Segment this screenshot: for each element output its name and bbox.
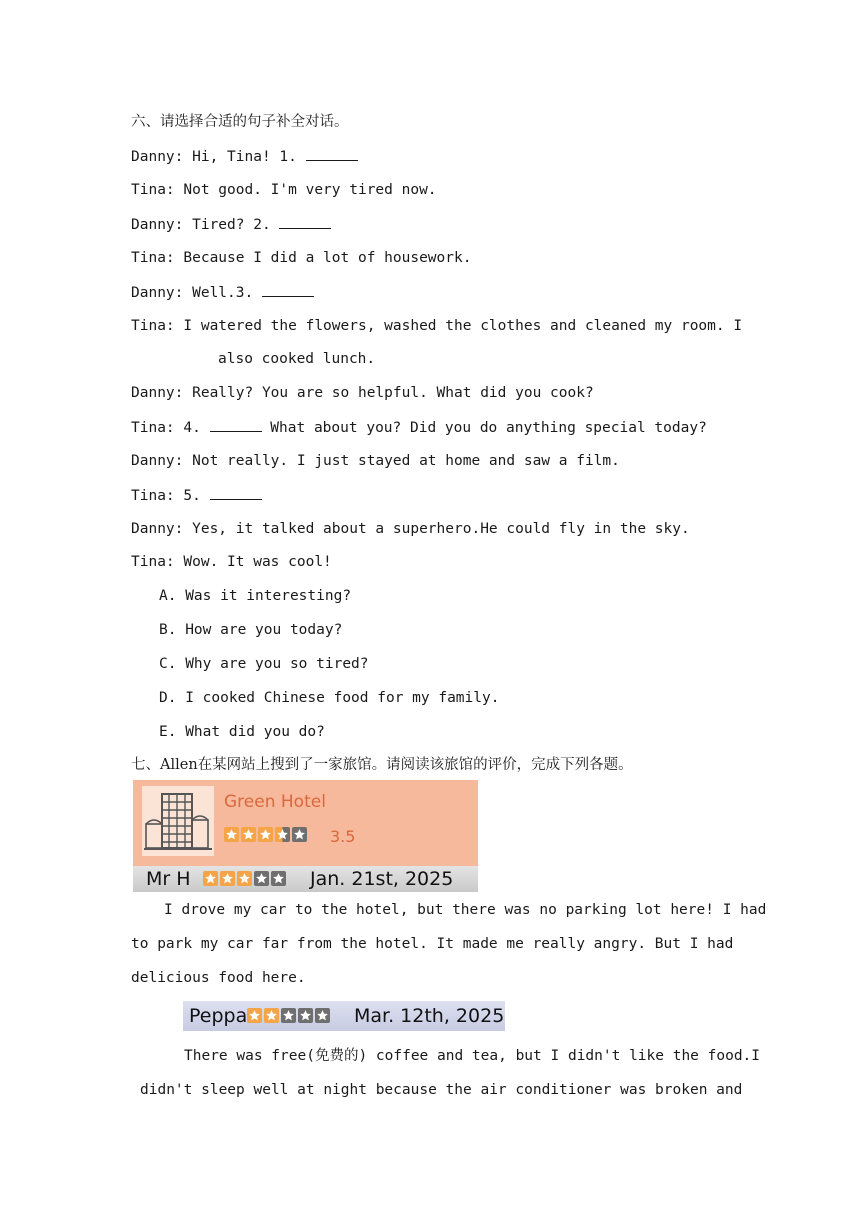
- hotel-score: 3.5: [330, 827, 356, 846]
- dialogue-line: Tina: Because I did a lot of housework.: [131, 250, 472, 266]
- option-b: B. How are you today?: [159, 622, 343, 638]
- option-a: A. Was it interesting?: [159, 588, 352, 604]
- star-icon: [315, 1008, 330, 1023]
- star-icon: [292, 827, 307, 842]
- hotel-card: [133, 780, 478, 892]
- star-icon: [258, 827, 273, 842]
- review-header-peppa: [183, 1001, 505, 1031]
- section-6-heading: 六、请选择合适的句子补全对话。: [131, 114, 349, 130]
- reviewer-name: Mr H: [146, 868, 191, 890]
- option-d: D. I cooked Chinese food for my family.: [159, 690, 500, 706]
- dialogue-line: Tina: 4. What about you? Did you do anything special today?: [131, 417, 707, 438]
- section-7-heading: 七、Allen在某网站上搜到了一家旅馆。请阅读该旅馆的评价，完成下列各题。: [131, 757, 633, 773]
- star-icon: [203, 871, 218, 886]
- review-rating-stars: [203, 871, 288, 887]
- review-2-line-2: didn't sleep well at night because the air conditioner was broken and: [140, 1082, 743, 1098]
- review-2-line-1: There was free(免费的) coffee and tea, but I didn't like the food.I: [184, 1048, 761, 1064]
- reviewer-name: Peppa: [189, 1005, 248, 1027]
- hotel-building-icon: [142, 786, 214, 856]
- star-icon: [264, 1008, 279, 1023]
- dialogue-line: Danny: Yes, it talked about a superhero.He could fly in the sky.: [131, 521, 690, 537]
- review-date: Mar. 12th, 2025: [354, 1005, 505, 1027]
- dialogue-line: Tina: Not good. I'm very tired now.: [131, 182, 437, 198]
- hotel-rating-stars: [224, 827, 309, 843]
- star-icon: [254, 871, 269, 886]
- review-rating-stars: [247, 1008, 332, 1024]
- answer-blank-1[interactable]: [306, 146, 358, 161]
- answer-blank-3[interactable]: [262, 282, 314, 297]
- star-icon: [241, 827, 256, 842]
- dialogue-line: also cooked lunch.: [218, 351, 376, 367]
- star-icon: [281, 1008, 296, 1023]
- hotel-name: Green Hotel: [224, 792, 326, 812]
- star-icon: [224, 827, 239, 842]
- review-header-mr-h: [133, 866, 478, 892]
- star-icon: [247, 1008, 262, 1023]
- review-1-line-1: I drove my car to the hotel, but there was no parking lot here! I had: [164, 902, 767, 918]
- dialogue-line: Danny: Not really. I just stayed at home and saw a film.: [131, 453, 620, 469]
- review-1-line-2: to park my car far from the hotel. It made me really angry. But I had: [131, 936, 734, 952]
- option-c: C. Why are you so tired?: [159, 656, 369, 672]
- dialogue-line: Tina: I watered the flowers, washed the clothes and cleaned my room. I: [131, 318, 743, 334]
- dialogue-line: Tina: 5.: [131, 485, 262, 506]
- dialogue-line: Danny: Tired? 2.: [131, 214, 331, 235]
- option-e: E. What did you do?: [159, 724, 325, 740]
- dialogue-line: Danny: Really? You are so helpful. What did you cook?: [131, 385, 594, 401]
- review-1-line-3: delicious food here.: [131, 970, 306, 986]
- answer-blank-2[interactable]: [279, 214, 331, 229]
- star-icon: [275, 827, 290, 842]
- review-date: Jan. 21st, 2025: [310, 868, 454, 890]
- answer-blank-5[interactable]: [210, 485, 262, 500]
- dialogue-line: Danny: Well.3.: [131, 282, 314, 303]
- star-icon: [298, 1008, 313, 1023]
- answer-blank-4[interactable]: [210, 417, 262, 432]
- star-icon: [237, 871, 252, 886]
- star-icon: [271, 871, 286, 886]
- star-icon: [220, 871, 235, 886]
- dialogue-line: Danny: Hi, Tina! 1.: [131, 146, 358, 167]
- dialogue-line: Tina: Wow. It was cool!: [131, 554, 332, 570]
